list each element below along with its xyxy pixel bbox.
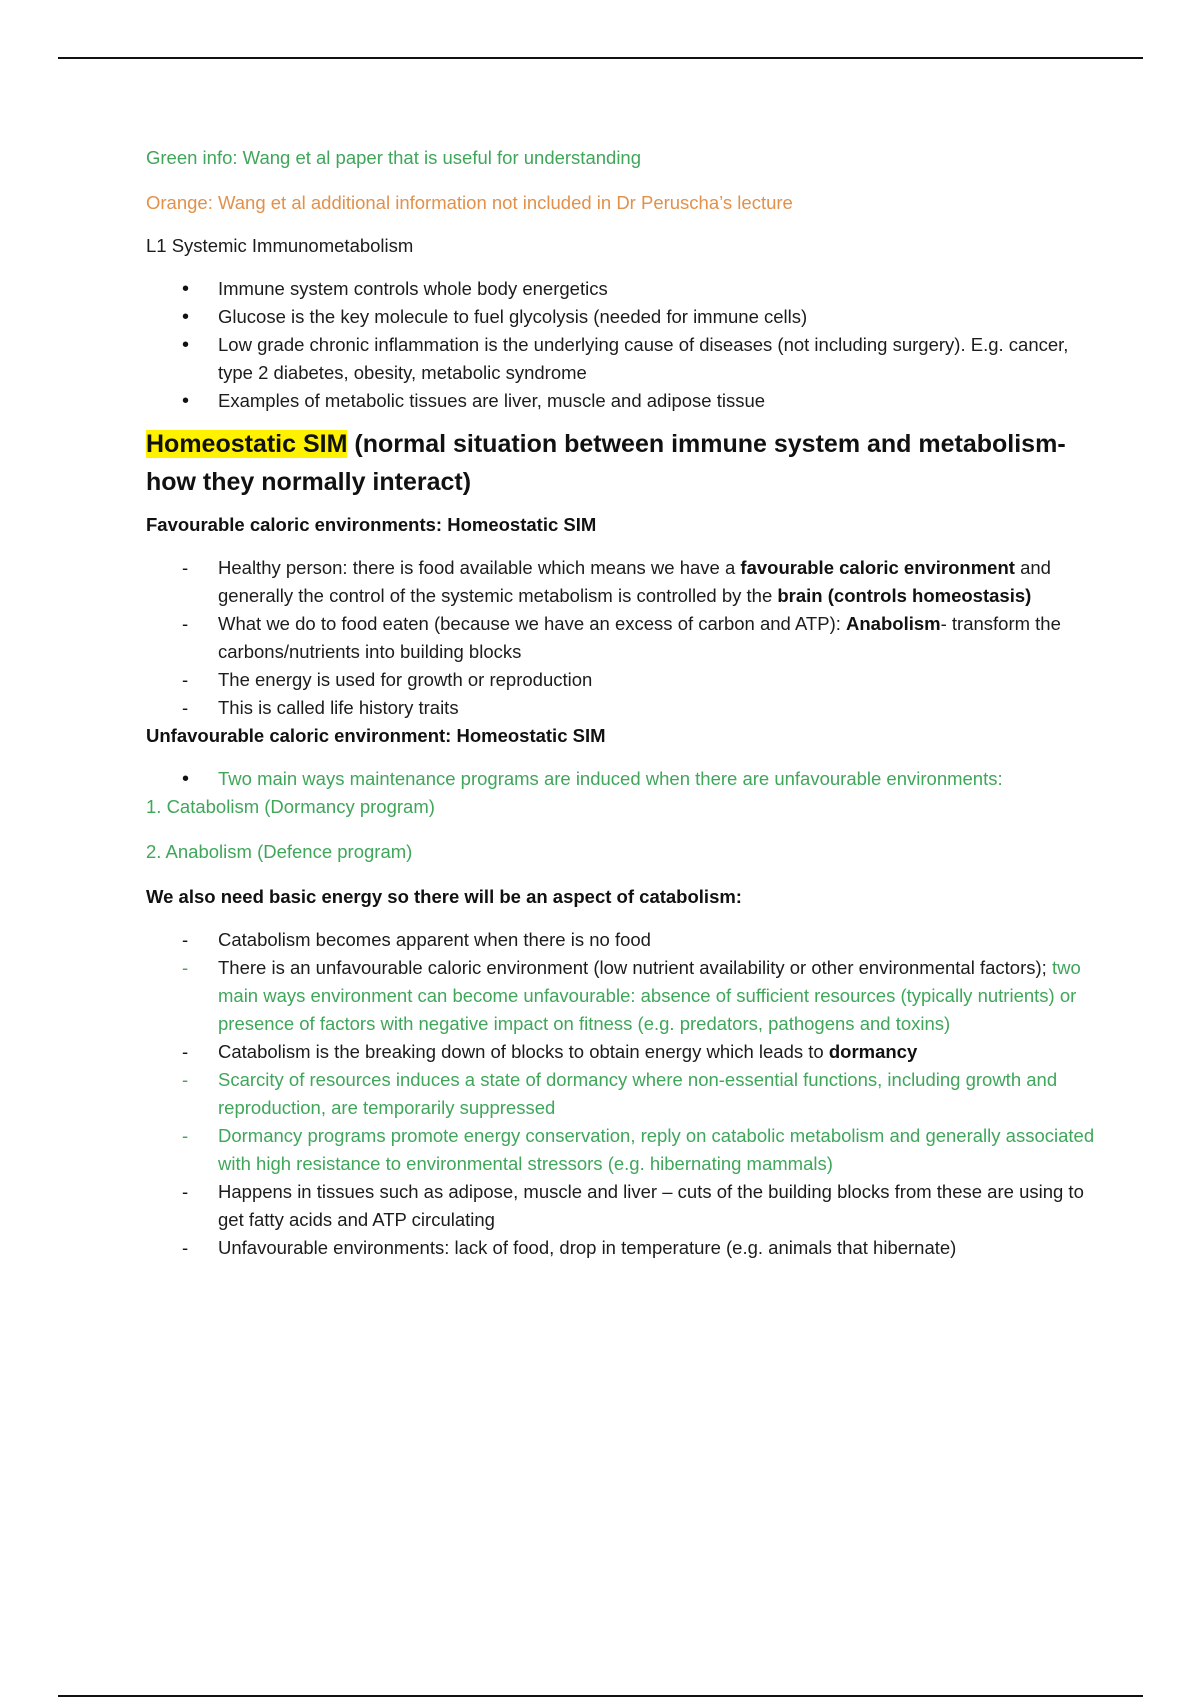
- text-run: Healthy person: there is food available which means we have a: [218, 557, 741, 578]
- lecture-title: L1 Systemic Immunometabolism: [146, 235, 414, 256]
- legend-green: Green info: Wang et al paper that is useful for understanding: [146, 147, 642, 168]
- list-item: - Unfavourable environments: lack of food, drop in temperature (e.g. animals that hibernate): [146, 1234, 1096, 1262]
- numbered-point-anabolism: 2. Anabolism (Defence program): [146, 841, 413, 862]
- catabolism-list: [146, 926, 1096, 1262]
- list-item: • Two main ways maintenance programs are induced when there are unfavourable environments:: [146, 765, 1096, 793]
- list-item: [146, 1038, 1096, 1066]
- text-run: There is an unfavourable caloric environment (low nutrient availability or other environmental factors);: [218, 957, 1052, 978]
- bold-term: favourable caloric environment: [740, 557, 1015, 578]
- list-item: [146, 554, 1096, 610]
- header-rule: [58, 57, 1143, 59]
- list-item: [146, 610, 1096, 666]
- list-item: • Immune system controls whole body energetics: [146, 275, 1096, 303]
- highlighted-term: Homeostatic SIM: [146, 430, 348, 458]
- list-item: - The energy is used for growth or reproduction: [146, 666, 1096, 694]
- document-body: [146, 144, 1096, 1262]
- list-item: • Glucose is the key molecule to fuel glycolysis (needed for immune cells): [146, 303, 1096, 331]
- list-item: - Happens in tissues such as adipose, muscle and liver – cuts of the building blocks from these are using to get fatty acids and ATP circulating: [146, 1178, 1096, 1234]
- list-item: • Examples of metabolic tissues are liver, muscle and adipose tissue: [146, 387, 1096, 415]
- subheading-favourable: Favourable caloric environments: Homeostatic SIM: [146, 514, 597, 535]
- text-run-green: two main ways environment can become unfavourable: absence of sufficient resources (typically nutrients) or presence of factors with negative impact on fitness (e.g. predators, pathogens and toxins): [218, 957, 1081, 1034]
- list-item: - Scarcity of resources induces a state of dormancy where non-essential functions, including growth and reproduction, are temporarily suppressed: [146, 1066, 1096, 1122]
- text-run: and generally the control of the systemic metabolism is controlled by the: [218, 557, 1051, 606]
- text-run: What we do to food eaten (because we have an excess of carbon and ATP):: [218, 613, 847, 634]
- bold-term: dormancy: [828, 1041, 918, 1062]
- favourable-list: [146, 554, 1096, 722]
- subheading-basic-energy: We also need basic energy so there will be an aspect of catabolism:: [146, 886, 742, 907]
- bold-term: brain (controls homeostasis): [777, 585, 1032, 606]
- subheading-unfavourable: Unfavourable caloric environment: Homeostatic SIM: [146, 725, 606, 746]
- list-item: [146, 954, 1096, 1038]
- list-item: • Low grade chronic inflammation is the underlying cause of diseases (not including surgery). E.g. cancer, type 2 diabetes, obesity, metabolic syndrome: [146, 331, 1096, 387]
- legend-orange: Orange: Wang et al additional information not included in Dr Peruscha’s lecture: [146, 192, 793, 213]
- bold-term: Anabolism: [846, 613, 941, 634]
- list-item: - Dormancy programs promote energy conservation, reply on catabolic metabolism and generally associated with high resistance to environmental stressors (e.g. hibernating mammals): [146, 1122, 1096, 1178]
- section-heading-homeostatic-sim: [146, 425, 1096, 501]
- unfavourable-list: [146, 765, 1096, 793]
- section-heading-rest: (normal situation between immune system and metabolism- how they normally interact): [146, 430, 1066, 496]
- footer-rule: [58, 1695, 1143, 1697]
- text-run: - transform the carbons/nutrients into building blocks: [218, 613, 1061, 662]
- list-item: - Catabolism becomes apparent when there is no food: [146, 926, 1096, 954]
- text-run: Catabolism is the breaking down of blocks to obtain energy which leads to: [218, 1041, 829, 1062]
- numbered-point-catabolism: 1. Catabolism (Dormancy program): [146, 796, 435, 817]
- intro-bullet-list: [146, 275, 1096, 415]
- list-item: - This is called life history traits: [146, 694, 1096, 722]
